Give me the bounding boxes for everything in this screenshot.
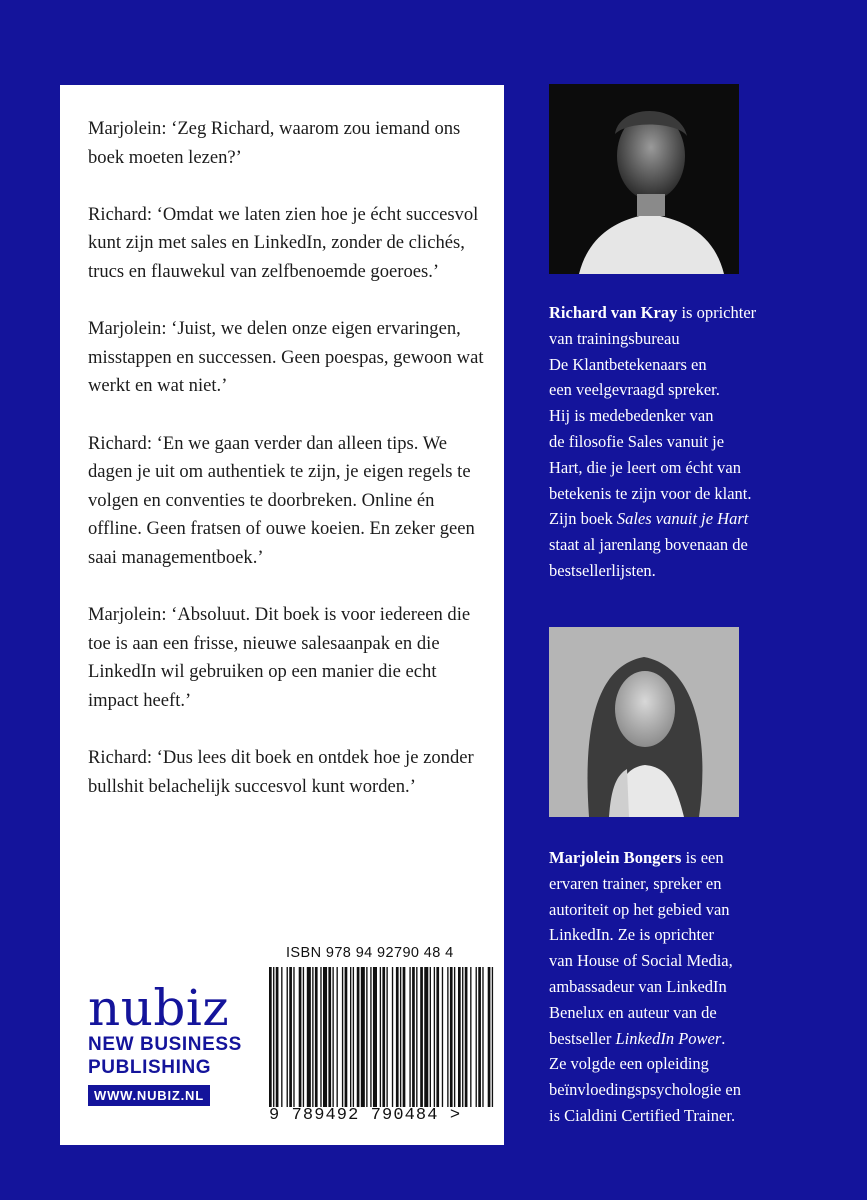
- book-title: Sales vanuit je Hart: [616, 509, 749, 529]
- bio-line: [549, 455, 849, 481]
- bio-line: [549, 1000, 849, 1026]
- barcode-bar: [462, 967, 463, 1107]
- barcode-bar: [373, 967, 377, 1107]
- bio-line: [549, 922, 849, 948]
- bio-text: Benelux en auteur van de: [549, 1002, 717, 1022]
- barcode-bar: [434, 967, 435, 1107]
- publisher-logo: [88, 979, 242, 1106]
- dialog-paragraph: Marjolein: ‘Juist, we delen onze eigen ervaringen, misstappen en successen. Geen poespas, gewoon wat werkt en wat niet.’: [88, 318, 484, 397]
- bio-text: ambassadeur van LinkedIn: [549, 976, 727, 996]
- barcode-bar: [361, 967, 365, 1107]
- bio-text: ervaren trainer, spreker en: [549, 873, 722, 893]
- barcode-bar: [478, 967, 481, 1107]
- bio-line: [549, 558, 849, 584]
- author-photo-richard: [549, 84, 739, 274]
- barcode-icon: [269, 967, 494, 1107]
- bio-line: [549, 1051, 849, 1077]
- barcode-bar: [353, 967, 354, 1107]
- bio-text: bestsellerlijsten.: [549, 560, 656, 580]
- bio-text: van trainingsbureau: [549, 328, 680, 348]
- barcode-bar: [412, 967, 415, 1107]
- bio-text: is oprichter: [681, 303, 757, 322]
- barcode-bar: [366, 967, 367, 1107]
- back-cover-text-panel: [60, 85, 504, 1145]
- author-bio-marjolein: [549, 845, 849, 1129]
- dialog-paragraph: Marjolein: ‘Zeg Richard, waarom zou iemand ons boek moeten lezen?’: [88, 118, 461, 168]
- barcode-bar: [303, 967, 304, 1107]
- bio-line: [549, 403, 849, 429]
- author-name: Richard van Kray: [549, 303, 678, 322]
- author-photo-marjolein: [549, 627, 739, 817]
- dialog-paragraph: Richard: ‘En we gaan verder dan alleen tips. We dagen je uit om authentiek te zijn, je eigen regels te volgen en conventies te doorbreken. Online én offline. Geen fratsen of ouwe koeien. En zeker geen saai managementboek.’: [88, 432, 475, 568]
- barcode-bar: [289, 967, 292, 1107]
- bio-text: bestseller: [549, 1028, 616, 1048]
- book-title: LinkedIn Power: [615, 1028, 722, 1048]
- barcode-bar: [409, 967, 410, 1107]
- barcode-bar: [400, 967, 401, 1107]
- barcode-bar: [342, 967, 343, 1107]
- barcode-bar: [482, 967, 483, 1107]
- bio-line: [549, 871, 849, 897]
- bio-line: [549, 429, 849, 455]
- barcode-bar: [312, 967, 313, 1107]
- barcode-bar: [396, 967, 399, 1107]
- barcode-bar: [458, 967, 461, 1107]
- barcode-bar: [382, 967, 385, 1107]
- bio-text: beïnvloedingspsychologie en: [549, 1080, 742, 1100]
- bio-line: [549, 948, 849, 974]
- barcode-bar: [420, 967, 423, 1107]
- barcode-bar: [454, 967, 455, 1107]
- bio-line: [549, 897, 849, 923]
- bio-text: De Klantbetekenaars en: [549, 354, 707, 374]
- barcode-bar: [424, 967, 428, 1107]
- author-name: Marjolein Bongers: [549, 848, 682, 867]
- barcode-bar: [416, 967, 417, 1107]
- bio-text: Ze volgde een opleiding: [549, 1054, 709, 1074]
- bio-text: van House of Social Media,: [549, 951, 733, 971]
- barcode-bar: [307, 967, 311, 1107]
- publisher-name: nubiz: [88, 979, 230, 1037]
- dialog-paragraph: Richard: ‘Omdat we laten zien hoe je écht succesvol kunt zijn met sales en LinkedIn, zonder de clichés, trucs en flauwekul van zelfbenoemde goeroes.’: [88, 203, 479, 282]
- bio-text: de filosofie Sales vanuit je: [549, 431, 725, 451]
- bio-text: een veelgevraagd spreker.: [549, 380, 720, 400]
- barcode-bar: [315, 967, 318, 1107]
- bio-line: [549, 352, 849, 378]
- barcode-bar: [345, 967, 348, 1107]
- bio-text: Hart, die je leert om écht van: [549, 457, 741, 477]
- bio-text: autoriteit op het gebied van: [549, 899, 730, 919]
- dialog-paragraph: Marjolein: ‘Absoluut. Dit boek is voor iedereen die toe is aan een frisse, nieuwe salesaanpak en die LinkedIn wil gebruiken op een manier die echt impact heeft.’: [88, 604, 471, 711]
- barcode-bar: [436, 967, 439, 1107]
- barcode-bar: [442, 967, 443, 1107]
- barcode-bar: [357, 967, 360, 1107]
- bio-line: [549, 1077, 849, 1103]
- publisher-url: WWW.NUBIZ.NL: [88, 1085, 210, 1106]
- barcode-bar: [293, 967, 294, 1107]
- barcode-bar: [447, 967, 448, 1107]
- bio-text: .: [721, 1028, 726, 1048]
- bio-line: [549, 377, 849, 403]
- barcode-bar: [492, 967, 493, 1107]
- isbn-label: ISBN 978 94 92790 48 4: [286, 945, 454, 961]
- barcode-bar: [403, 967, 406, 1107]
- bio-line: [549, 481, 849, 507]
- barcode-bar: [476, 967, 477, 1107]
- bio-text: LinkedIn. Ze is oprichter: [549, 925, 714, 945]
- barcode-bar: [323, 967, 327, 1107]
- bio-line: [549, 326, 849, 352]
- barcode-bar: [465, 967, 468, 1107]
- bio-line: [549, 845, 849, 871]
- barcode-bar: [299, 967, 302, 1107]
- barcode-bar: [430, 967, 431, 1107]
- publisher-line-2: PUBLISHING: [88, 1057, 212, 1078]
- barcode-bar: [380, 967, 381, 1107]
- barcode-bar: [273, 967, 274, 1107]
- barcode-bar: [337, 967, 338, 1107]
- bio-text: is Cialdini Certified Trainer.: [549, 1105, 736, 1125]
- barcode-bar: [392, 967, 393, 1107]
- bio-line: [549, 300, 849, 326]
- bio-line: [549, 974, 849, 1000]
- bio-line: [549, 1026, 849, 1052]
- barcode-bar: [386, 967, 387, 1107]
- bio-text: is een: [685, 848, 724, 867]
- bio-text: Zijn boek: [549, 509, 617, 529]
- barcode-bar: [269, 967, 272, 1107]
- author-bio-richard: [549, 300, 849, 584]
- barcode-bar: [332, 967, 333, 1107]
- publisher-line-1: NEW BUSINESS: [88, 1034, 242, 1055]
- bio-text: betekenis te zijn voor de klant.: [549, 483, 752, 503]
- barcode-bar: [281, 967, 282, 1107]
- barcode-bar: [370, 967, 371, 1107]
- barcode-bar: [287, 967, 288, 1107]
- barcode-bar: [320, 967, 321, 1107]
- barcode-bar: [450, 967, 453, 1107]
- bio-text: staat al jarenlang bovenaan de: [549, 535, 748, 555]
- dialog-text: [88, 115, 488, 830]
- bio-line: [549, 1103, 849, 1129]
- barcode-bar: [488, 967, 491, 1107]
- bio-line: [549, 506, 849, 532]
- barcode-bar: [470, 967, 471, 1107]
- dialog-paragraph: Richard: ‘Dus lees dit boek en ontdek hoe je zonder bullshit belachelijk succesvol kunt worden.’: [88, 747, 474, 797]
- barcode-bar: [276, 967, 279, 1107]
- bio-line: [549, 532, 849, 558]
- barcode-digits: 9 789492 790484 >: [269, 1106, 462, 1125]
- bio-text: Hij is medebedenker van: [549, 406, 714, 426]
- barcode-bar: [350, 967, 351, 1107]
- barcode-bar: [328, 967, 331, 1107]
